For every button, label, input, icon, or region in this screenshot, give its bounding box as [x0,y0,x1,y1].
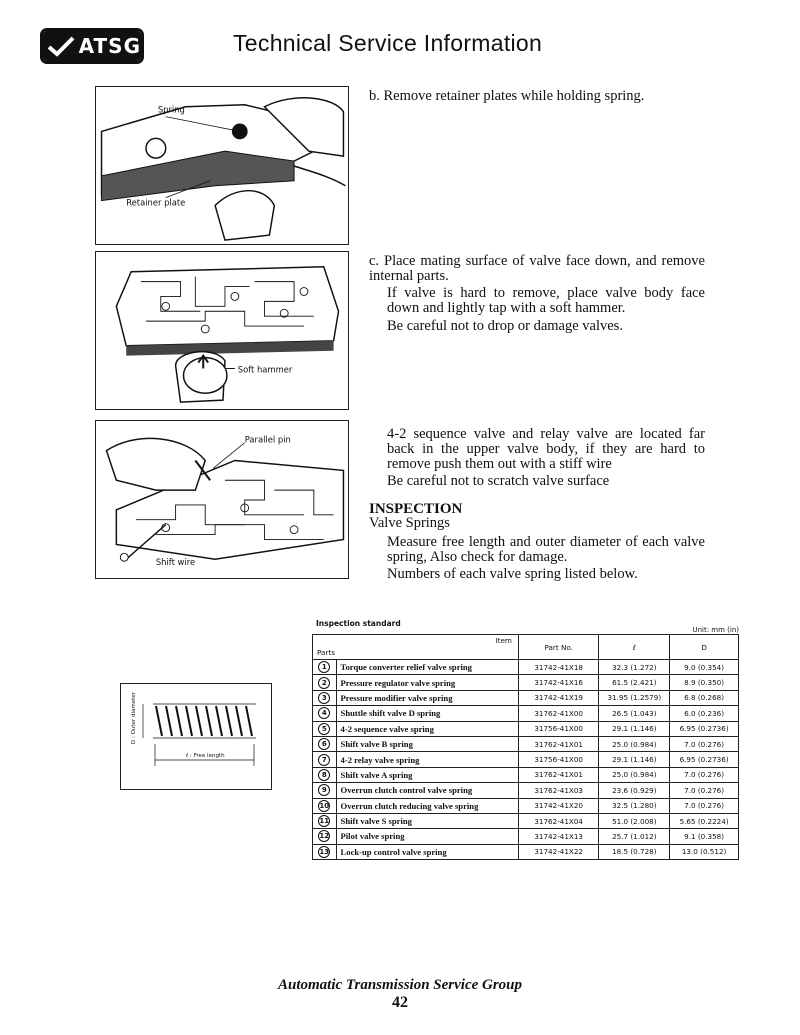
atsg-logo [40,28,144,64]
part-number: 31762-41X03 [518,783,598,798]
free-length: 29.1 (1.146) [599,721,670,736]
label-shift-wire: Shift wire [155,557,196,568]
label-soft-hammer: Soft hammer [237,364,293,375]
spring-name: Torque converter relief valve spring [336,660,518,675]
row-number-badge: 9 [318,784,330,796]
outer-diameter: 7.0 (0.276) [670,783,739,798]
row-number-badge: 6 [318,738,330,750]
part-number: 31742-41X20 [518,798,598,813]
figure-soft-hammer [95,251,349,410]
table-title: Inspection standard [316,619,401,628]
step-b-text: b. Remove retainer plates while holding spring. [369,88,645,104]
logo-check-icon [43,31,79,61]
table-row [313,660,739,675]
part-number: 31762-41X00 [518,706,598,721]
outer-diameter: 7.0 (0.276) [670,767,739,782]
free-length: 25.0 (0.984) [599,736,670,751]
spring-name: Shift valve A spring [336,767,518,782]
label-free-length: ℓ : Free length [186,753,225,759]
part-number: 31742-41X16 [518,675,598,690]
row-number-badge: 11 [319,817,330,826]
outer-diameter: 5.65 (0.2224) [670,813,739,828]
spring-name: Shift valve S spring [336,813,518,828]
outer-diameter: 6.8 (0.268) [670,690,739,705]
outer-diameter: 6.0 (0.236) [670,706,739,721]
part-number: 31742-41X13 [518,829,598,844]
spring-name: 4-2 relay valve spring [336,752,518,767]
table-row [313,783,739,798]
sequence-valve-note: 4-2 sequence valve and relay valve are located far back in the upper valve body, if they are hard to remove push them out with a stiff wire [387,426,705,472]
free-length: 26.5 (1.043) [599,706,670,721]
header-free-length: ℓ [599,635,670,660]
spring-name: Pressure regulator valve spring [336,675,518,690]
step-c-note-1: If valve is hard to remove, place valve body face down and lightly tap with a soft hammer. [387,285,705,316]
step-c-note-2: Be careful not to drop or damage valves. [387,318,623,334]
page-number: 42 [392,994,408,1011]
row-number [313,660,337,675]
row-number [313,798,337,813]
part-number: 31742-41X19 [518,690,598,705]
free-length: 23.6 (0.929) [599,783,670,798]
row-number [313,829,337,844]
inspection-subheading: Valve Springs [369,515,450,531]
inspection-note: Numbers of each valve spring listed below. [387,566,638,582]
header-part-no: Part No. [518,635,598,660]
table-header-row [313,635,739,660]
page-title: Technical Service Information [233,30,543,56]
row-number-badge: 10 [319,801,330,810]
row-number [313,736,337,751]
figure-parallel-pin [95,420,349,579]
spring-name: Overrun clutch control valve spring [336,783,518,798]
inspection-table-block [312,619,739,860]
row-number-badge: 12 [319,832,330,841]
spring-name: Shuttle shift valve D spring [336,706,518,721]
part-number: 31742-41X22 [518,844,598,859]
table-unit: Unit: mm (in) [692,626,739,634]
row-number-badge: 7 [318,754,330,766]
spring-name: Lock-up control valve spring [336,844,518,859]
outer-diameter: 9.1 (0.358) [670,829,739,844]
part-number: 31742-41X18 [518,660,598,675]
row-number [313,844,337,859]
header-parts: Parts [317,648,335,657]
label-outer-diameter: D : Outer diameter [131,692,137,744]
table-row [313,690,739,705]
free-length: 29.1 (1.146) [599,752,670,767]
header-item: Item [495,636,512,645]
free-length: 61.5 (2.421) [599,675,670,690]
table-row [313,844,739,859]
label-parallel-pin: Parallel pin [244,434,291,445]
outer-diameter: 7.0 (0.276) [670,798,739,813]
row-number [313,767,337,782]
free-length: 32.5 (1.280) [599,798,670,813]
logo-text: ATSG [79,31,141,61]
outer-diameter: 9.0 (0.354) [670,660,739,675]
free-length: 51.0 (2.008) [599,813,670,828]
spring-name: Overrun clutch reducing valve spring [336,798,518,813]
row-number [313,675,337,690]
scratch-warning: Be careful not to scratch valve surface [387,473,610,489]
spring-name: Pressure modifier valve spring [336,690,518,705]
row-number-badge: 1 [318,661,330,673]
inspection-table [312,634,739,860]
table-row [313,829,739,844]
spring-name: Pilot valve spring [336,829,518,844]
table-row [313,798,739,813]
table-row [313,767,739,782]
row-number-badge: 13 [319,847,330,856]
inspection-heading: INSPECTION [369,501,463,517]
step-c-text: c. Place mating surface of valve face down, and remove internal parts. [369,253,705,284]
row-number [313,783,337,798]
spring-name: 4-2 sequence valve spring [336,721,518,736]
outer-diameter: 13.0 (0.512) [670,844,739,859]
outer-diameter: 6.95 (0.2736) [670,752,739,767]
row-number-badge: 2 [318,677,330,689]
table-row [313,706,739,721]
part-number: 31762-41X04 [518,813,598,828]
table-row [313,675,739,690]
outer-diameter: 6.95 (0.2736) [670,721,739,736]
free-length: 25.0 (0.984) [599,767,670,782]
row-number-badge: 8 [318,769,330,781]
header-item-parts [313,635,519,660]
spring-diagram [120,683,272,790]
figure-retainer-plate [95,86,349,245]
row-number [313,752,337,767]
row-number-badge: 4 [318,707,330,719]
table-row [313,752,739,767]
row-number-badge: 3 [318,692,330,704]
footer-organization: Automatic Transmission Service Group [277,977,523,993]
row-number-badge: 5 [318,723,330,735]
row-number [313,706,337,721]
part-number: 31762-41X01 [518,736,598,751]
label-retainer-plate: Retainer plate [126,197,186,208]
table-row [313,736,739,751]
outer-diameter: 7.0 (0.276) [670,736,739,751]
free-length: 18.5 (0.728) [599,844,670,859]
part-number: 31762-41X01 [518,767,598,782]
spring-name: Shift valve B spring [336,736,518,751]
header-diameter: D [670,635,739,660]
part-number: 31756-41X00 [518,752,598,767]
free-length: 32.3 (1.272) [599,660,670,675]
table-row [313,813,739,828]
free-length: 25.7 (1.012) [599,829,670,844]
row-number [313,813,337,828]
row-number [313,690,337,705]
part-number: 31756-41X00 [518,721,598,736]
free-length: 31.95 (1.2579) [599,690,670,705]
outer-diameter: 8.9 (0.350) [670,675,739,690]
inspection-instruction: Measure free length and outer diameter of each valve spring, Also check for damage. [387,534,705,565]
label-spring: Spring [157,104,185,115]
table-row [313,721,739,736]
row-number [313,721,337,736]
